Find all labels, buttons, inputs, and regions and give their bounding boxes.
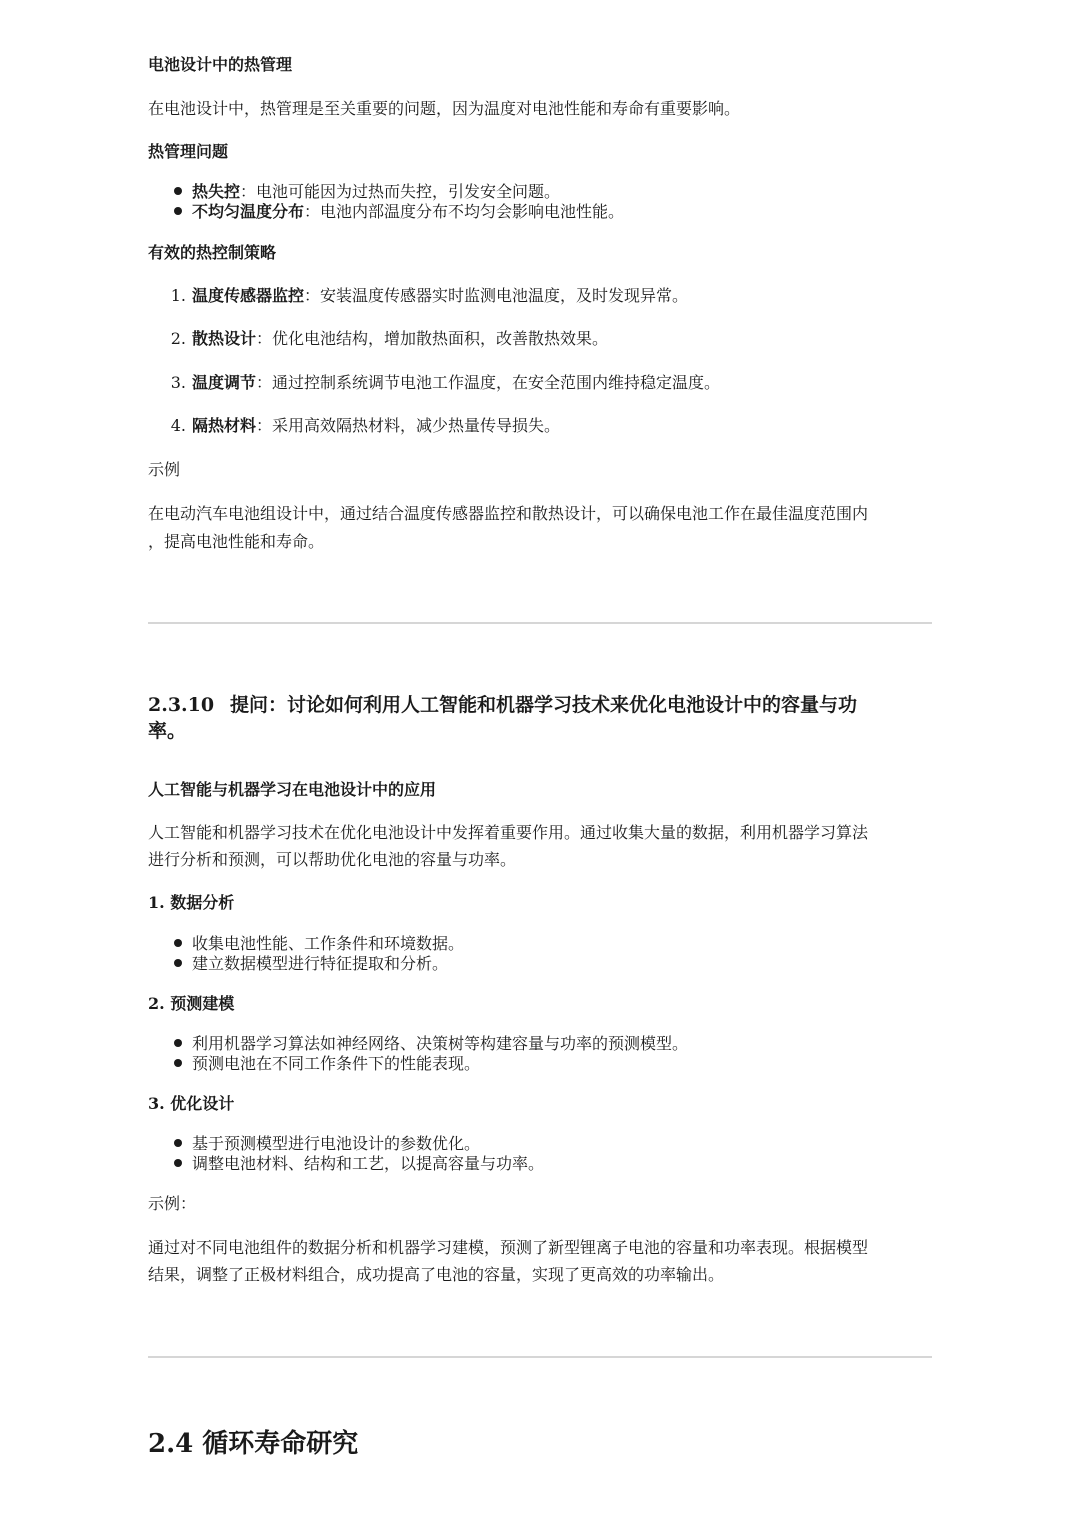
issue-term: 热失控 (192, 182, 241, 201)
issue-term: 不均匀温度分布 (192, 202, 305, 221)
item-text: 基于预测模型进行电池设计的参数优化。 (192, 1134, 481, 1153)
bullet-icon (174, 959, 182, 967)
group-title: 3. 优化设计 (148, 1094, 235, 1113)
issues-list (148, 182, 624, 222)
list-item (148, 1034, 688, 1054)
item-text: 利用机器学习算法如神经网络、决策树等构建容量与功率的预测模型。 (192, 1034, 689, 1053)
bullet-icon (174, 939, 182, 947)
item-text: 建立数据模型进行特征提取和分析。 (192, 954, 449, 973)
example-title: 示例 (148, 460, 181, 479)
strategy-term: 温度调节 (192, 373, 257, 392)
ai-intro-line-2: 进行分析和预测，可以帮助优化电池的容量与功率。 (148, 850, 517, 869)
bullet-icon (174, 1039, 182, 1047)
list-number: 2. (170, 329, 186, 348)
section-heading-cycle-life: 2.4 循环寿命研究 (148, 1429, 359, 1459)
subsection-title: 人工智能与机器学习在电池设计中的应用 (148, 780, 437, 799)
list-number: 1. (170, 286, 186, 305)
group-list (148, 1134, 544, 1174)
strategy-term: 散热设计 (192, 329, 257, 348)
issues-title: 热管理问题 (148, 142, 229, 161)
list-item (148, 954, 464, 974)
strategy-text: ：通过控制系统调节电池工作温度，在安全范围内维持稳定温度。 (256, 373, 721, 392)
section-title-thermal: 电池设计中的热管理 (148, 55, 293, 74)
list-item (148, 202, 624, 222)
example-line-1: 在电动汽车电池组设计中，通过结合温度传感器监控和散热设计，可以确保电池工作在最佳温度范围内 (148, 504, 869, 523)
list-item (148, 1054, 688, 1074)
list-number: 4. (170, 416, 186, 435)
item-text: 收集电池性能、工作条件和环境数据。 (192, 934, 465, 953)
strategy-term: 温度传感器监控 (192, 286, 305, 305)
list-item (148, 285, 688, 307)
ai-example-line-2: 结果，调整了正极材料组合，成功提高了电池的容量，实现了更高效的功率输出。 (148, 1265, 725, 1284)
issue-text: ：电池内部温度分布不均匀会影响电池性能。 (304, 202, 625, 221)
ai-intro-line-1: 人工智能和机器学习技术在优化电池设计中发挥着重要作用。通过收集大量的数据，利用机器学习算法 (148, 823, 869, 842)
section-number: 2.3.10 (148, 694, 215, 716)
group-title: 2. 预测建模 (148, 994, 235, 1013)
question-heading (148, 692, 932, 718)
bullet-icon (174, 187, 182, 195)
list-item (148, 415, 560, 437)
list-item (148, 328, 608, 350)
example-line-2: ，提高电池性能和寿命。 (148, 532, 325, 551)
list-item (148, 1154, 544, 1174)
divider (148, 1356, 932, 1358)
group-list (148, 1034, 688, 1074)
bullet-icon (174, 1139, 182, 1147)
list-item (148, 182, 624, 202)
list-number: 3. (170, 373, 186, 392)
group-list (148, 934, 464, 974)
list-item (148, 934, 464, 954)
divider (148, 622, 932, 624)
example-title: 示例： (148, 1194, 197, 1213)
bullet-icon (174, 207, 182, 215)
strategy-text: ：采用高效隔热材料，减少热量传导损失。 (256, 416, 561, 435)
issue-text: ：电池可能因为过热而失控，引发安全问题。 (240, 182, 561, 201)
heading-line-1: 提问：讨论如何利用人工智能和机器学习技术来优化电池设计中的容量与功 (230, 694, 858, 716)
heading-line-2: 率。 (148, 720, 187, 742)
item-text: 调整电池材料、结构和工艺，以提高容量与功率。 (192, 1154, 545, 1173)
strategy-term: 隔热材料 (192, 416, 257, 435)
bullet-icon (174, 1159, 182, 1167)
group-title: 1. 数据分析 (148, 893, 235, 912)
list-item (148, 1134, 544, 1154)
item-text: 预测电池在不同工作条件下的性能表现。 (192, 1054, 481, 1073)
strategies-title: 有效的热控制策略 (148, 243, 277, 262)
ai-example-line-1: 通过对不同电池组件的数据分析和机器学习建模，预测了新型锂离子电池的容量和功率表现。根据模型 (148, 1238, 869, 1257)
bullet-icon (174, 1059, 182, 1067)
strategy-text: ：安装温度传感器实时监测电池温度，及时发现异常。 (304, 286, 689, 305)
strategy-text: ：优化电池结构，增加散热面积，改善散热效果。 (256, 329, 609, 348)
thermal-intro: 在电池设计中，热管理是至关重要的问题，因为温度对电池性能和寿命有重要影响。 (148, 99, 741, 118)
list-item (148, 372, 720, 394)
